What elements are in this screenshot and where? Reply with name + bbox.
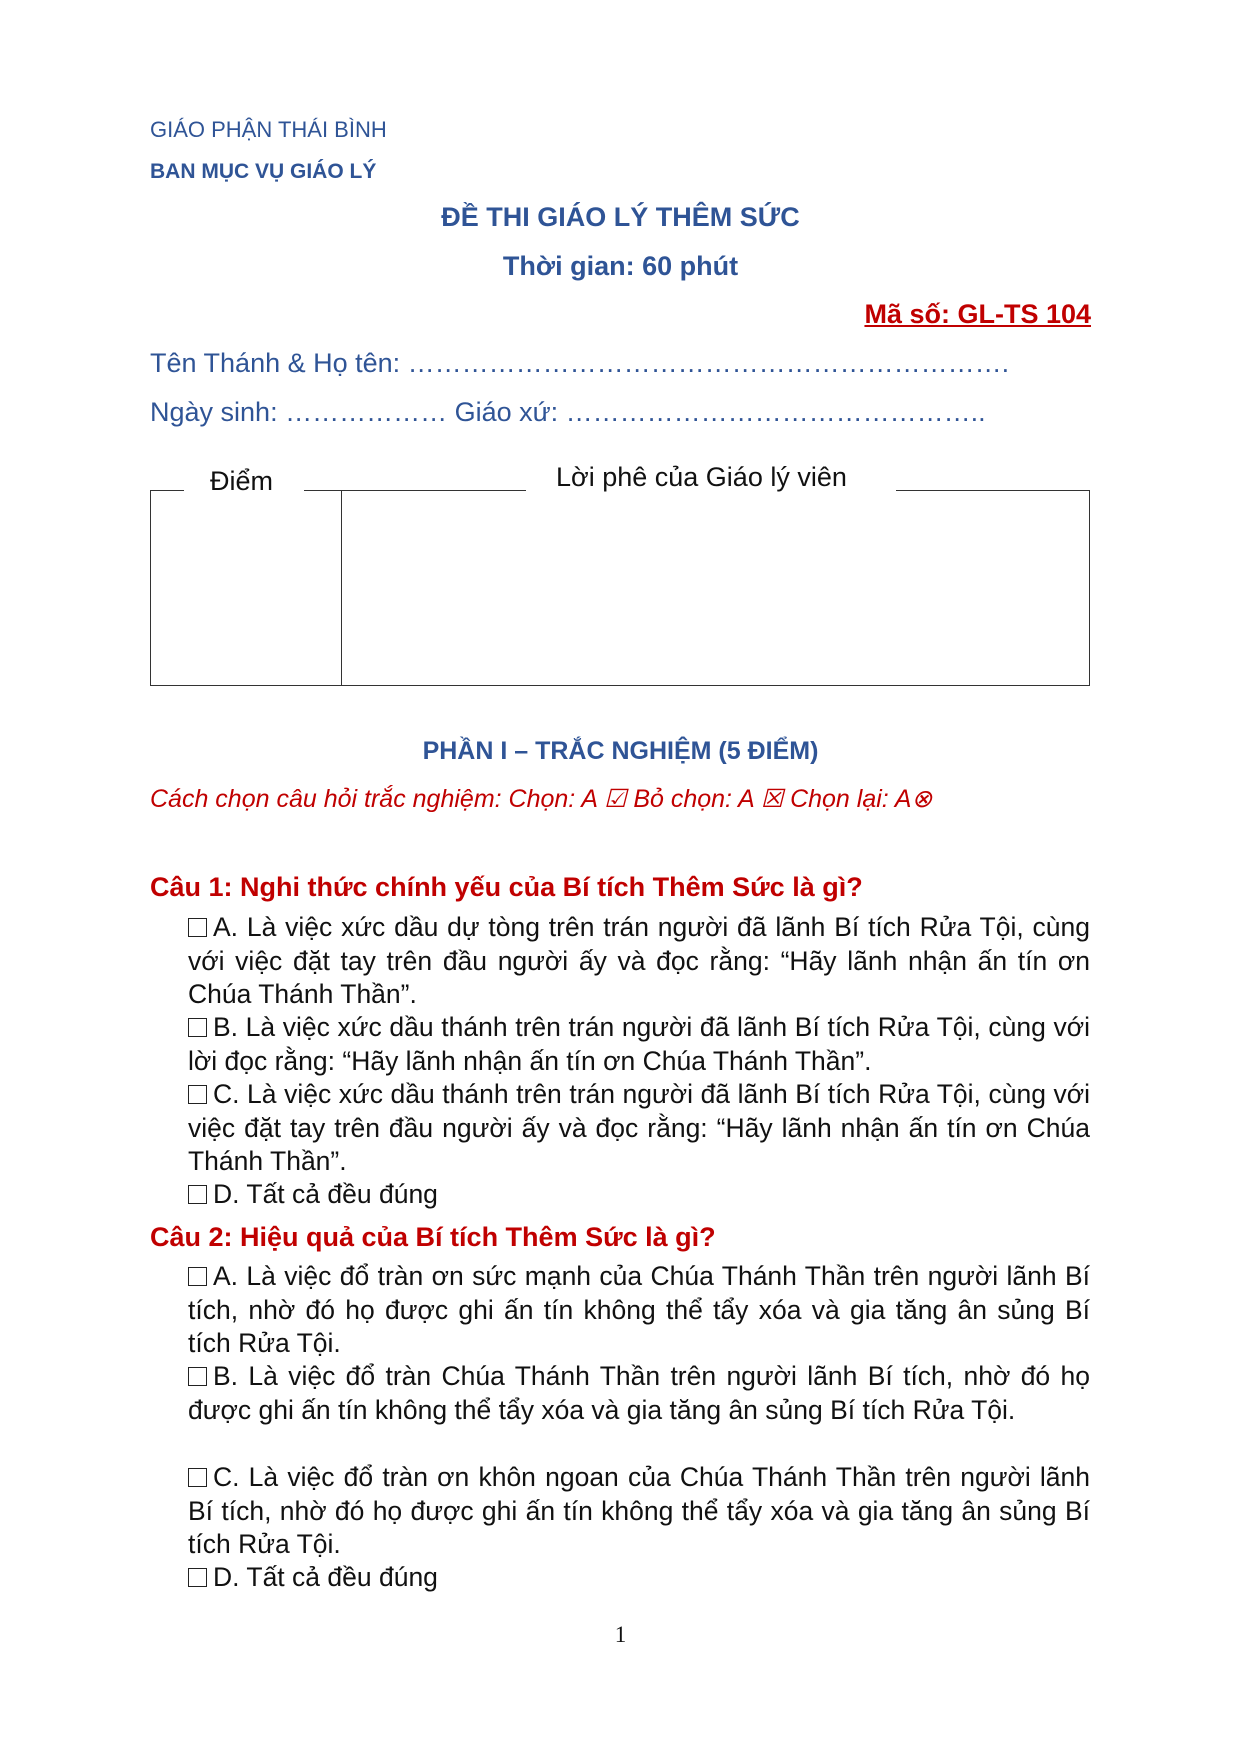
box-top-line-left xyxy=(150,490,184,491)
birth-parish-field: Ngày sinh: ……………… Giáo xứ: ……………………………………….. xyxy=(150,397,986,427)
box-bottom-line xyxy=(150,685,1090,686)
box-left-line xyxy=(150,490,151,685)
page-number: 1 xyxy=(614,1622,627,1647)
question-2-option-a[interactable]: A. Là việc đổ tràn ơn sức mạnh của Chúa Thánh Thần trên người lãnh Bí tích, nhờ đó họ được ghi ấn tín không thể tẩy xóa và gia tăng ân sủng Bí tích Rửa Tội. xyxy=(188,1261,1090,1358)
department-name: BAN MỤC VỤ GIÁO LÝ xyxy=(150,160,377,183)
box-top-line-right xyxy=(896,490,1090,491)
checkbox-icon[interactable] xyxy=(188,1185,207,1204)
checkbox-icon[interactable] xyxy=(188,1267,207,1286)
teacher-comment-label: Lời phê của Giáo lý viên xyxy=(556,462,847,492)
question-2-option-b[interactable]: B. Là việc đổ tràn Chúa Thánh Thần trên người lãnh Bí tích, nhờ đó họ được ghi ấn tín không thể tẩy xóa và gia tăng ân sủng Bí tích Rửa Tội. xyxy=(188,1361,1090,1425)
question-1-option-a[interactable]: A. Là việc xức dầu dự tòng trên trán người đã lãnh Bí tích Rửa Tội, cùng với việc đặt tay trên đầu người ấy và đọc rằng: “Hãy lãnh nhận ấn tín ơn Chúa Thánh Thần”. xyxy=(188,912,1090,1009)
part1-title: PHẦN I – TRẮC NGHIỆM (5 ĐIỂM) xyxy=(422,737,819,765)
name-field: Tên Thánh & Họ tên: …………………………………………………………. xyxy=(150,348,1010,378)
checkbox-icon[interactable] xyxy=(188,918,207,937)
checkbox-icon[interactable] xyxy=(188,1468,207,1487)
checkbox-icon[interactable] xyxy=(188,1568,207,1587)
question-2-option-c[interactable]: C. Là việc đổ tràn ơn khôn ngoan của Chúa Thánh Thần trên người lãnh Bí tích, nhờ đó họ được ghi ấn tín không thể tẩy xóa và gia tăng ân sủng Bí tích Rửa Tội. xyxy=(188,1462,1090,1559)
checkbox-icon[interactable] xyxy=(188,1018,207,1037)
question-2-title: Câu 2: Hiệu quả của Bí tích Thêm Sức là gì? xyxy=(150,1222,716,1252)
diocese-name: GIÁO PHẬN THÁI BÌNH xyxy=(150,117,387,142)
exam-title: ĐỀ THI GIÁO LÝ THÊM SỨC xyxy=(441,202,800,232)
question-1-option-c[interactable]: C. Là việc xức dầu thánh trên trán người đã lãnh Bí tích Rửa Tội, cùng với việc đặt tay trên đầu người ấy và đọc rằng: “Hãy lãnh nhận ấn tín ơn Chúa Thánh Thần”. xyxy=(188,1079,1090,1176)
box-top-line-middle xyxy=(304,490,526,491)
exam-code: Mã số: GL-TS 104 xyxy=(864,299,1091,329)
checkbox-icon[interactable] xyxy=(188,1085,207,1104)
box-right-line xyxy=(1089,490,1090,685)
score-label: Điểm xyxy=(210,466,274,496)
question-2-option-d[interactable]: D. Tất cả đều đúng xyxy=(188,1561,1090,1595)
question-1-title: Câu 1: Nghi thức chính yếu của Bí tích Thêm Sức là gì? xyxy=(150,872,863,902)
question-1-option-d[interactable]: D. Tất cả đều đúng xyxy=(188,1178,1090,1212)
question-1-option-b[interactable]: B. Là việc xức dầu thánh trên trán người đã lãnh Bí tích Rửa Tội, cùng với lời đọc rằng: “Hãy lãnh nhận ấn tín ơn Chúa Thánh Thần”. xyxy=(188,1012,1090,1076)
checkbox-icon[interactable] xyxy=(188,1367,207,1386)
exam-duration: Thời gian: 60 phút xyxy=(502,251,739,281)
box-divider-line xyxy=(341,490,342,685)
answer-instructions: Cách chọn câu hỏi trắc nghiệm: Chọn: A ☑ Bỏ chọn: A ☒ Chọn lại: A⊗ xyxy=(150,785,933,813)
